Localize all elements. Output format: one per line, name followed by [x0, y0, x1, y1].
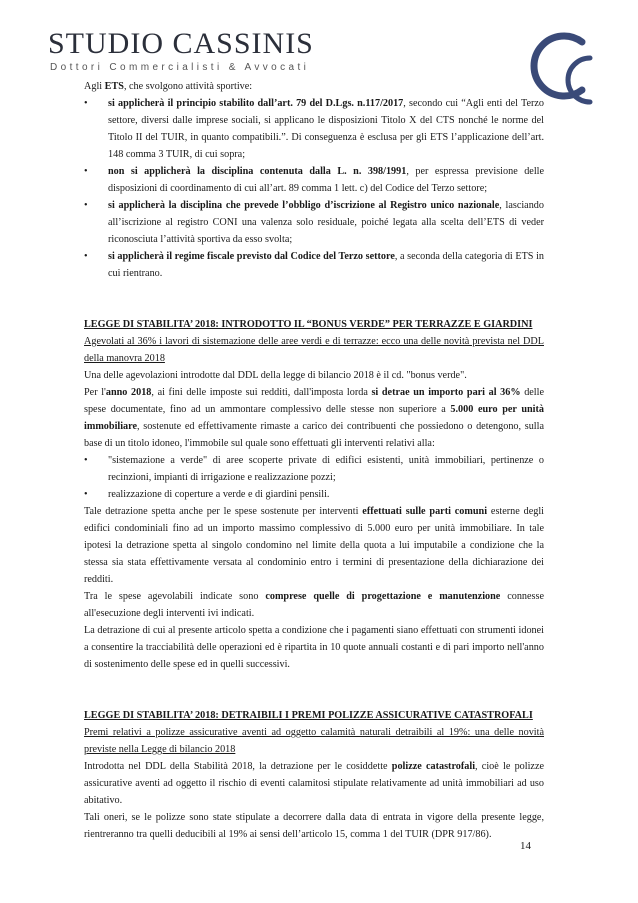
bullet-icon: •	[84, 200, 88, 211]
section-subtitle: Agevolati al 36% i lavori di sistemazione delle aree verdi e di terrazze: ecco una delle novità prevista nel DDL della manovra 2018	[84, 336, 544, 364]
bullet-icon: •	[84, 489, 88, 500]
bullet-icon: •	[84, 251, 88, 262]
paragraph: Tra le spese agevolabili indicate sono comprese quelle di progettazione e manutenzione connesse all'esecuzione degli interventi ivi indicati.	[84, 591, 544, 619]
paragraph: Tali oneri, se le polizze sono state stipulate a decorrere dalla data di entrata in vigore della presente legge, rientreranno tra quelli deducibili al 19% ai sensi dell’articolo 15, comma 1 del TUIR (DPR 917/86).	[84, 812, 544, 840]
page-body	[84, 78, 544, 843]
paragraph: La detrazione di cui al presente articolo spetta a condizione che i pagamenti siano effettuati con strumenti idonei a consentire la tracciabilità delle operazioni ed è ripartita in 10 quote annuali costanti e di pari importo nell'anno di sostenimento delle spese ed in quelli successivi.	[84, 625, 544, 670]
list-item: • si applicherà la disciplina che prevede l’obbligo d’iscrizione al Registro unico nazionale, lasciando all’iscrizione al registro CONI una valenza solo residuale, poiché legata alla scelta dell’ETS di veder riconosciuta l’attività sportiva da esso svolta;	[84, 197, 544, 248]
bullet-icon: •	[84, 98, 88, 109]
paragraph: Una delle agevolazioni introdotte dal DDL della legge di bilancio 2018 è il cd. "bonus verde".	[84, 370, 467, 381]
bullet-icon: •	[84, 166, 88, 177]
page-number: 14	[520, 840, 531, 852]
paragraph: Introdotta nel DDL della Stabilità 2018, la detrazione per le cosiddette polizze catastrofali, cioè le polizze assicurative aventi ad oggetto il rischio di eventi calamitosi stipulate relativamente ad unità immobiliari ad uso abitativo.	[84, 761, 544, 806]
paragraph: Tale detrazione spetta anche per le spese sostenute per interventi effettuati sulle parti comuni esterne degli edifici condominiali fino ad un importo massimo complessivo di 5.000 euro per unità immobiliare. In tale ipotesi la detrazione spetta al singolo condomino nel limite della quota a lui imputabile a condizione che la stessa sia stata effettivamente versata al condominio entro i termini di presentazione della dichiarazione dei redditi.	[84, 506, 544, 585]
list-item: • "sistemazione a verde" di aree scoperte private di edifici esistenti, unità immobiliari, pertinenze o recinzioni, impianti di irrigazione e realizzazione pozzi;	[84, 452, 544, 486]
brand-name: STUDIO CASSINIS	[48, 27, 314, 60]
list-item: • realizzazione di coperture a verde e di giardini pensili.	[84, 486, 544, 503]
bullet-icon: •	[84, 455, 88, 466]
section-title: LEGGE DI STABILITA’ 2018: INTRODOTTO IL “BONUS VERDE” PER TERRAZZE E GIARDINI	[84, 319, 533, 330]
list-item: • si applicherà il principio stabilito dall’art. 79 del D.Lgs. n.117/2017, secondo cui “Agli enti del Terzo settore, diversi dalle imprese sociali, si applicano le disposizioni Titolo X del CTS nonché le norme del Titolo II del TUIR, in quanto compatibili.”. Di conseguenza è esclusa per gli ETS l’applicazione dell’art. 148 comma 3 TUIR, di cui sopra;	[84, 95, 544, 163]
list-item: • non si applicherà la disciplina contenuta dalla L. n. 398/1991, per espressa previsione delle disposizioni di coordinamento di cui all’art. 89 comma 1 lett. c) del Codice del Terzo settore;	[84, 163, 544, 197]
section-subtitle: Premi relativi a polizze assicurative aventi ad oggetto calamità naturali detraibili al 19%: una delle novità previste nella Legge di bilancio 2018	[84, 727, 544, 755]
paragraph: Per l'anno 2018, ai fini delle imposte sui redditi, dall'imposta lorda si detrae un importo pari al 36% delle spese documentate, fino ad un ammontare complessivo delle stesse non superiore a 5.000 euro per unità immobiliare, sostenute ed effettivamente rimaste a carico dei contribuenti che possiedono o detengono, sulla base di un titolo idoneo, l'immobile sul quale sono effettuati gli interventi relativi alla:	[84, 387, 544, 449]
section-title: LEGGE DI STABILITA’ 2018: DETRAIBILI I PREMI POLIZZE ASSICURATIVE CATASTROFALI	[84, 710, 533, 721]
list-item: • si applicherà il regime fiscale previsto dal Codice del Terzo settore, a seconda della categoria di ETS in cui rientrano.	[84, 248, 544, 282]
intro-paragraph: Agli ETS, che svolgono attività sportive:	[84, 81, 253, 92]
brand-tagline: Dottori Commercialisti & Avvocati	[50, 62, 310, 73]
